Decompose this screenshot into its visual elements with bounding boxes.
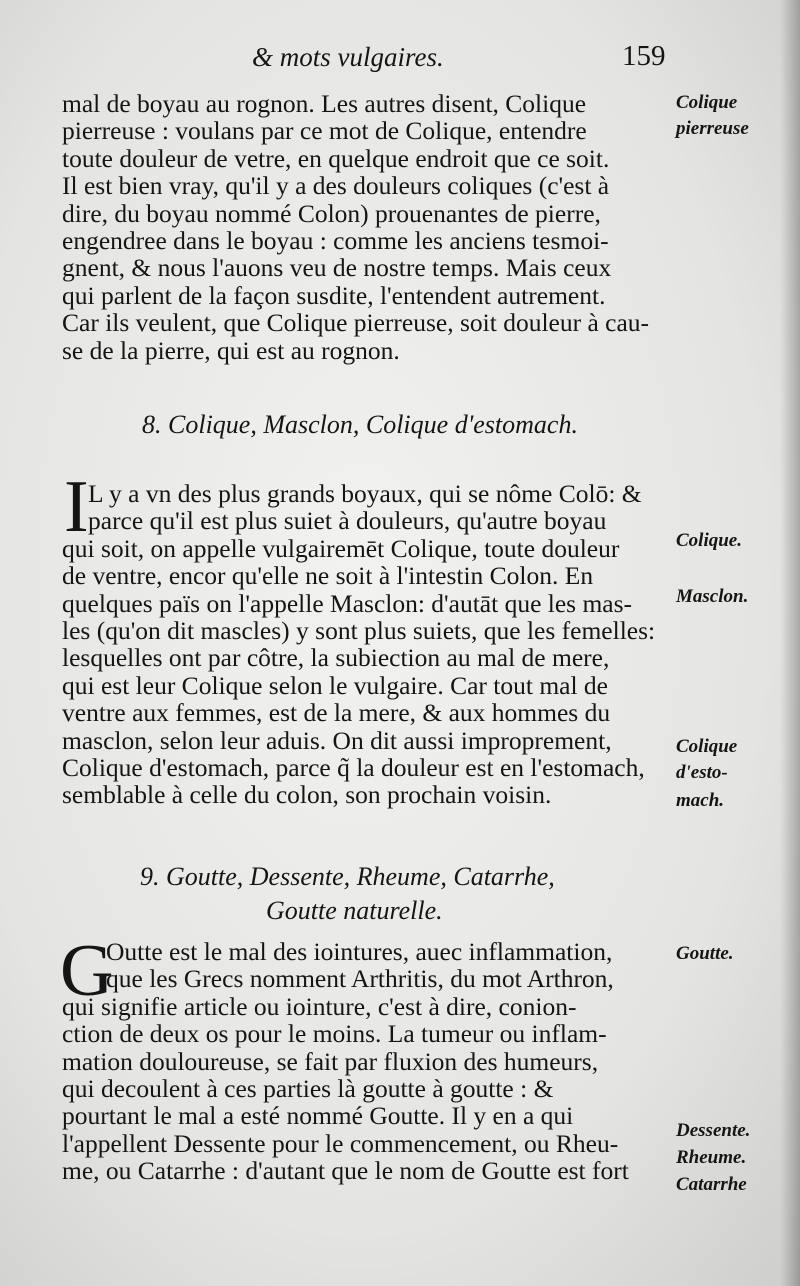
text-line: l'appellent Dessente pour le commencement, ou Rheu- bbox=[62, 1128, 619, 1158]
text-line: quelques païs on l'appelle Masclon: d'autāt que les mas- bbox=[62, 588, 633, 618]
text-line: Colique d'estomach, parce q̃ la douleur est en l'estomach, bbox=[62, 753, 645, 783]
margin-note-colique: Colique. bbox=[676, 530, 742, 551]
paragraph-colique-masclon bbox=[62, 480, 668, 809]
section-heading-9: 9. Goutte, Dessente, Rheume, Catarrhe, bbox=[140, 862, 555, 891]
section-heading-8: 8. Colique, Masclon, Colique d'estomach. bbox=[142, 410, 578, 439]
text-line: qui decoulent à ces parties là goutte à goutte : & bbox=[62, 1074, 554, 1104]
page-number: 159 bbox=[622, 40, 666, 72]
text-line: semblable à celle du colon, son prochain voisin. bbox=[62, 780, 552, 810]
text-line: Car ils veulent, que Colique pierreuse, soit douleur à cau- bbox=[62, 308, 650, 338]
margin-note-goutte: Goutte. bbox=[676, 943, 734, 964]
text-line: de ventre, encor qu'elle ne soit à l'intestin Colon. En bbox=[62, 561, 594, 591]
margin-note-colique-estomach: Colique bbox=[676, 736, 738, 757]
text-line: qui parlent de la façon susdite, l'entendent autrement. bbox=[62, 280, 606, 310]
text-line: gnent, & nous l'auons veu de nostre temps. Mais ceux bbox=[62, 253, 612, 283]
text-line: mation douloureuse, se fait par fluxion des humeurs, bbox=[62, 1046, 599, 1076]
margin-note-rheume: Rheume. bbox=[676, 1147, 747, 1168]
margin-note-dessente: Dessente. bbox=[676, 1120, 751, 1141]
margin-note-colique: Colique bbox=[676, 92, 738, 113]
text-line: Outte est le mal des iointures, auec inflammation, bbox=[106, 937, 613, 966]
text-line: ction de deux os pour le moins. La tumeur ou inflam- bbox=[62, 1019, 607, 1049]
text-line: L y a vn des plus grands boyaux, qui se nôme Colō: & bbox=[88, 479, 642, 508]
text-line: les (qu'on dit mascles) y sont plus suiets, que les femelles: bbox=[62, 616, 656, 646]
text-line: se de la pierre, qui est au rognon. bbox=[62, 335, 400, 365]
text-line: dire, du boyau nommé Colon) prouenantes de pierre, bbox=[62, 198, 601, 228]
text-line: qui est leur Colique selon le vulgaire. Car tout mal de bbox=[62, 670, 608, 700]
text-line: pierreuse : voulans par ce mot de Colique, entendre bbox=[62, 116, 587, 146]
margin-note-catarrhe: Catarrhe bbox=[676, 1174, 747, 1195]
text-line: engendree dans le boyau : comme les anciens tesmoi- bbox=[62, 226, 609, 256]
text-line: ventre aux femmes, est de la mere, & aux hommes du bbox=[62, 698, 611, 728]
text-line: me, ou Catarrhe : d'autant que le nom de Goutte est fort bbox=[62, 1156, 629, 1186]
text-line: que les Grecs nomment Arthritis, du mot Arthron, bbox=[106, 964, 614, 994]
running-head: & mots vulgaires. bbox=[252, 42, 444, 72]
text-line: parce qu'il est plus suiet à douleurs, qu'autre boyau bbox=[88, 506, 607, 536]
text-line: Il est bien vray, qu'il y a des douleurs coliques (c'est à bbox=[62, 171, 610, 201]
paragraph-goutte bbox=[62, 938, 668, 1185]
paragraph-colique-pierreuse bbox=[62, 90, 668, 364]
text-line: qui signifie article ou iointure, c'est à dire, conion- bbox=[62, 991, 577, 1021]
text-line: mal de boyau au rognon. Les autres disent, Colique bbox=[62, 89, 587, 118]
margin-note-masclon: Masclon. bbox=[676, 586, 749, 607]
drop-cap-i: I bbox=[64, 466, 89, 548]
text-line: qui soit, on appelle vulgairemēt Colique, toute douleur bbox=[62, 533, 620, 563]
drop-cap-g: G bbox=[60, 930, 114, 1012]
text-line: lesquelles ont par côtre, la subiection au mal de mere, bbox=[62, 643, 610, 673]
margin-note-pierreuse: pierreuse bbox=[676, 118, 749, 139]
section-heading-9-subtitle: Goutte naturelle. bbox=[266, 896, 443, 925]
text-line: toute douleur de vetre, en quelque endroit que ce soit. bbox=[62, 143, 610, 173]
text-line: pourtant le mal a esté nommé Goutte. Il y en a qui bbox=[62, 1101, 574, 1131]
page-edge-shadow bbox=[780, 0, 800, 1286]
margin-note-mach: mach. bbox=[676, 790, 725, 811]
text-line: masclon, selon leur aduis. On dit aussi improprement, bbox=[62, 725, 612, 755]
margin-note-estomach: d'esto- bbox=[676, 762, 728, 783]
